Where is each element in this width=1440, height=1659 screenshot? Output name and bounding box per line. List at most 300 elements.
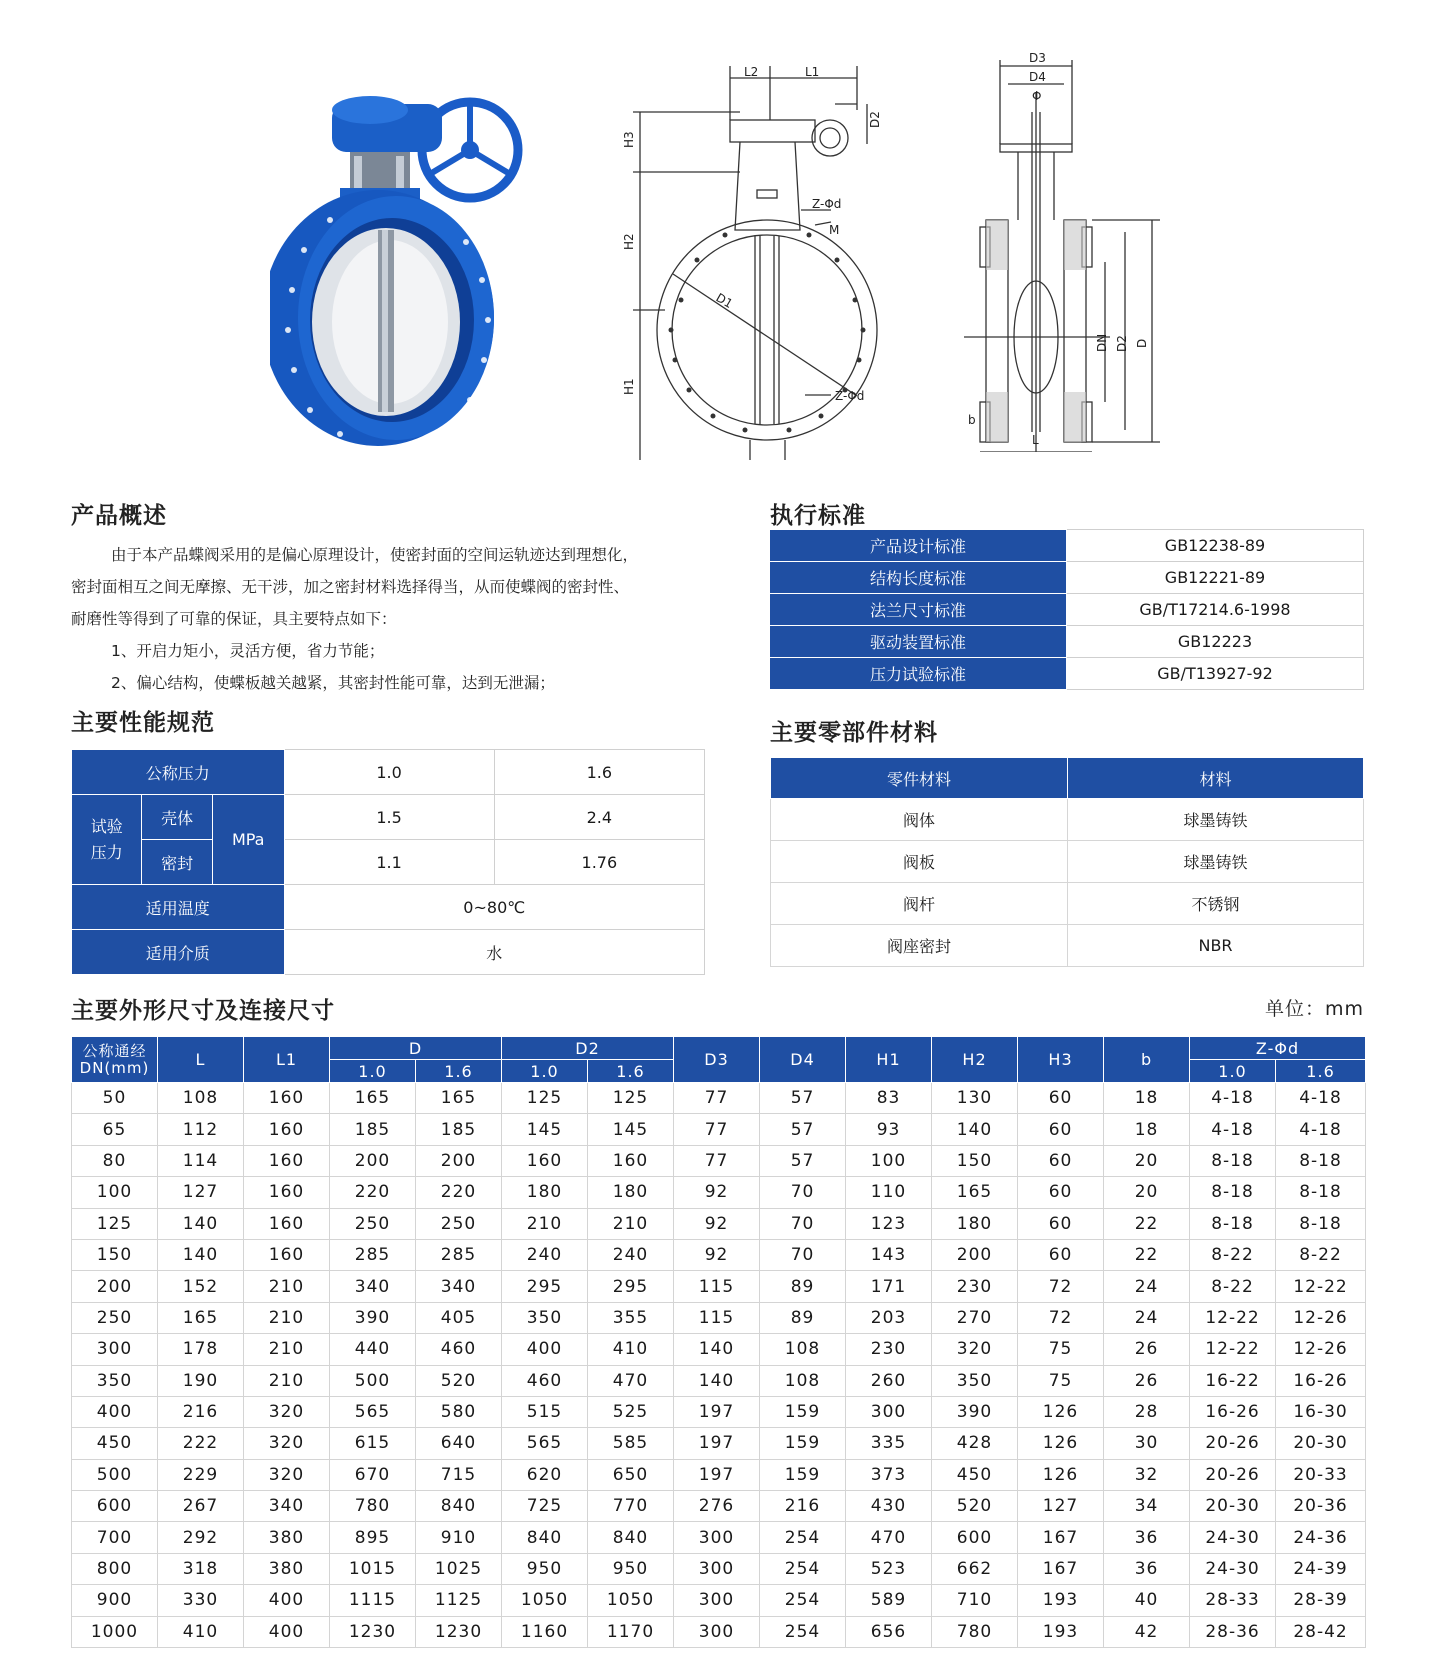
performance-title: 主要性能规范 bbox=[71, 710, 215, 736]
table-cell: 60 bbox=[1018, 1145, 1104, 1176]
table-cell: 470 bbox=[846, 1522, 932, 1553]
table-cell: 515 bbox=[502, 1396, 588, 1427]
table-cell: 254 bbox=[760, 1616, 846, 1647]
table-cell: 16-22 bbox=[1190, 1365, 1276, 1396]
table-row bbox=[770, 658, 1364, 690]
table-cell: 160 bbox=[244, 1239, 330, 1270]
table-cell: 1125 bbox=[416, 1585, 502, 1616]
table-cell: 34 bbox=[1104, 1491, 1190, 1522]
table-cell: 780 bbox=[932, 1616, 1018, 1647]
table-cell: 910 bbox=[416, 1522, 502, 1553]
standards-table bbox=[770, 529, 1364, 690]
table-cell: 20-33 bbox=[1276, 1459, 1366, 1490]
table-cell: 662 bbox=[932, 1553, 1018, 1584]
table-cell: 50 bbox=[72, 1083, 158, 1114]
table-cell: 22 bbox=[1104, 1208, 1190, 1239]
shell-value: 2.4 bbox=[494, 795, 704, 840]
table-cell: 26 bbox=[1104, 1334, 1190, 1365]
label-phi: Φ bbox=[1032, 89, 1042, 103]
table-cell: 36 bbox=[1104, 1553, 1190, 1584]
table-cell: 254 bbox=[760, 1585, 846, 1616]
part-material: NBR bbox=[1068, 925, 1364, 967]
unit-note: 单位：mm bbox=[1265, 998, 1365, 1020]
table-cell: 197 bbox=[674, 1459, 760, 1490]
table-cell: 580 bbox=[416, 1396, 502, 1427]
table-row bbox=[72, 1208, 1366, 1239]
table-cell: 20-26 bbox=[1190, 1428, 1276, 1459]
header-d2: D2 bbox=[502, 1037, 674, 1060]
table-cell: 380 bbox=[244, 1553, 330, 1584]
table-cell: 70 bbox=[760, 1239, 846, 1270]
table-cell: 190 bbox=[158, 1365, 244, 1396]
part-material: 球墨铸铁 bbox=[1068, 841, 1364, 883]
table-cell: 159 bbox=[760, 1396, 846, 1427]
table-cell: 20-30 bbox=[1190, 1491, 1276, 1522]
standards-title: 执行标准 bbox=[770, 503, 866, 529]
table-cell: 70 bbox=[760, 1208, 846, 1239]
table-cell: 267 bbox=[158, 1491, 244, 1522]
table-cell: 250 bbox=[416, 1208, 502, 1239]
table-cell: 24 bbox=[1104, 1302, 1190, 1333]
table-cell: 28-42 bbox=[1276, 1616, 1366, 1647]
table-cell: 150 bbox=[72, 1239, 158, 1270]
seal-value: 1.76 bbox=[494, 840, 704, 885]
table-row bbox=[72, 1083, 1366, 1114]
feature-item: 1、开启力矩小，灵活方便，省力节能； bbox=[111, 642, 385, 660]
table-cell: 8-18 bbox=[1190, 1145, 1276, 1176]
table-cell: 330 bbox=[158, 1585, 244, 1616]
table-cell: 193 bbox=[1018, 1616, 1104, 1647]
table-cell: 65 bbox=[72, 1114, 158, 1145]
temp-label: 适用温度 bbox=[72, 885, 285, 930]
table-cell: 520 bbox=[416, 1365, 502, 1396]
table-cell: 60 bbox=[1018, 1208, 1104, 1239]
table-cell: 260 bbox=[846, 1365, 932, 1396]
table-cell: 500 bbox=[330, 1365, 416, 1396]
table-cell: 160 bbox=[244, 1145, 330, 1176]
table-cell: 160 bbox=[244, 1083, 330, 1114]
standard-label: 驱动装置标准 bbox=[770, 626, 1067, 658]
table-cell: 250 bbox=[330, 1208, 416, 1239]
label-b: b bbox=[968, 413, 976, 427]
table-cell: 300 bbox=[846, 1396, 932, 1427]
table-cell: 89 bbox=[760, 1302, 846, 1333]
table-cell: 40 bbox=[1104, 1585, 1190, 1616]
label-dn: DN bbox=[1095, 333, 1109, 352]
table-cell: 127 bbox=[1018, 1491, 1104, 1522]
table-cell: 220 bbox=[416, 1177, 502, 1208]
table-cell: 36 bbox=[1104, 1522, 1190, 1553]
table-cell: 318 bbox=[158, 1553, 244, 1584]
table-cell: 520 bbox=[932, 1491, 1018, 1522]
table-cell: 320 bbox=[244, 1459, 330, 1490]
header-l: L bbox=[158, 1037, 244, 1083]
table-cell: 18 bbox=[1104, 1083, 1190, 1114]
table-cell: 4-18 bbox=[1276, 1114, 1366, 1145]
table-cell: 950 bbox=[502, 1553, 588, 1584]
table-cell: 115 bbox=[674, 1302, 760, 1333]
table-cell: 72 bbox=[1018, 1271, 1104, 1302]
header-b: b bbox=[1104, 1037, 1190, 1083]
table-cell: 100 bbox=[846, 1145, 932, 1176]
table-cell: 292 bbox=[158, 1522, 244, 1553]
table-cell: 12-26 bbox=[1276, 1302, 1366, 1333]
table-cell: 210 bbox=[588, 1208, 674, 1239]
front-view-drawing bbox=[605, 60, 895, 460]
table-row bbox=[72, 1177, 1366, 1208]
table-row bbox=[72, 1459, 1366, 1490]
table-cell: 770 bbox=[588, 1491, 674, 1522]
table-row bbox=[72, 1302, 1366, 1333]
table-cell: 92 bbox=[674, 1177, 760, 1208]
table-cell: 620 bbox=[502, 1459, 588, 1490]
np-value: 1.6 bbox=[494, 750, 704, 795]
label-h1: H1 bbox=[622, 378, 636, 395]
part-name: 阀座密封 bbox=[771, 925, 1068, 967]
table-cell: 150 bbox=[932, 1145, 1018, 1176]
table-row bbox=[72, 1145, 1366, 1176]
table-cell: 57 bbox=[760, 1145, 846, 1176]
standard-value: GB12221-89 bbox=[1067, 562, 1364, 594]
table-cell: 108 bbox=[760, 1365, 846, 1396]
product-photo bbox=[270, 70, 530, 450]
table-row bbox=[771, 841, 1364, 883]
table-cell: 8-18 bbox=[1276, 1208, 1366, 1239]
table-cell: 254 bbox=[760, 1553, 846, 1584]
table-cell: 108 bbox=[158, 1083, 244, 1114]
table-cell: 210 bbox=[502, 1208, 588, 1239]
table-cell: 165 bbox=[330, 1083, 416, 1114]
table-cell: 240 bbox=[502, 1239, 588, 1270]
dimensions-table bbox=[71, 1037, 1366, 1648]
table-row bbox=[72, 1239, 1366, 1270]
dimensions-title: 主要外形尺寸及连接尺寸 bbox=[71, 998, 335, 1024]
table-cell: 650 bbox=[588, 1459, 674, 1490]
table-cell: 460 bbox=[416, 1334, 502, 1365]
table-cell: 350 bbox=[502, 1302, 588, 1333]
table-cell: 110 bbox=[846, 1177, 932, 1208]
shell-label: 壳体 bbox=[142, 795, 212, 840]
table-cell: 523 bbox=[846, 1553, 932, 1584]
table-cell: 8-22 bbox=[1276, 1239, 1366, 1270]
table-cell: 450 bbox=[932, 1459, 1018, 1490]
table-row bbox=[770, 562, 1364, 594]
table-cell: 440 bbox=[330, 1334, 416, 1365]
table-cell: 410 bbox=[588, 1334, 674, 1365]
header-dn: 公称通经 DN(mm) bbox=[72, 1037, 158, 1083]
table-cell: 203 bbox=[846, 1302, 932, 1333]
table-cell: 216 bbox=[760, 1491, 846, 1522]
feature-item: 2、偏心结构，使蝶板越关越紧，其密封性能可靠，达到无泄漏； bbox=[111, 674, 555, 692]
table-cell: 565 bbox=[330, 1396, 416, 1427]
temp-value: 0~80℃ bbox=[284, 885, 704, 930]
table-cell: 335 bbox=[846, 1428, 932, 1459]
table-cell: 171 bbox=[846, 1271, 932, 1302]
table-cell: 210 bbox=[244, 1302, 330, 1333]
table-cell: 24-30 bbox=[1190, 1553, 1276, 1584]
table-cell: 60 bbox=[1018, 1114, 1104, 1145]
table-cell: 428 bbox=[932, 1428, 1018, 1459]
performance-table bbox=[71, 749, 705, 975]
table-cell: 254 bbox=[760, 1522, 846, 1553]
table-cell: 24 bbox=[1104, 1271, 1190, 1302]
table-cell: 42 bbox=[1104, 1616, 1190, 1647]
table-row bbox=[770, 626, 1364, 658]
table-cell: 60 bbox=[1018, 1177, 1104, 1208]
np-value: 1.0 bbox=[284, 750, 494, 795]
table-cell: 340 bbox=[416, 1271, 502, 1302]
label-zphid-top: Z-Φd bbox=[812, 197, 842, 211]
table-cell: 600 bbox=[932, 1522, 1018, 1553]
table-cell: 160 bbox=[244, 1114, 330, 1145]
label-d1: D1 bbox=[713, 290, 736, 312]
table-cell: 4-18 bbox=[1276, 1083, 1366, 1114]
table-cell: 210 bbox=[244, 1271, 330, 1302]
table-cell: 710 bbox=[932, 1585, 1018, 1616]
table-cell: 160 bbox=[244, 1208, 330, 1239]
table-cell: 160 bbox=[588, 1145, 674, 1176]
table-cell: 92 bbox=[674, 1208, 760, 1239]
table-cell: 126 bbox=[1018, 1459, 1104, 1490]
table-cell: 460 bbox=[502, 1365, 588, 1396]
table-cell: 565 bbox=[502, 1428, 588, 1459]
table-cell: 210 bbox=[244, 1365, 330, 1396]
table-cell: 400 bbox=[244, 1585, 330, 1616]
table-cell: 83 bbox=[846, 1083, 932, 1114]
table-row bbox=[72, 1616, 1366, 1647]
table-cell: 1015 bbox=[330, 1553, 416, 1584]
table-cell: 340 bbox=[244, 1491, 330, 1522]
table-cell: 380 bbox=[244, 1522, 330, 1553]
table-cell: 28 bbox=[1104, 1396, 1190, 1427]
table-cell: 229 bbox=[158, 1459, 244, 1490]
header-sub: 1.0 bbox=[502, 1060, 588, 1083]
table-cell: 240 bbox=[588, 1239, 674, 1270]
label-l2: L2 bbox=[744, 65, 759, 79]
table-cell: 57 bbox=[760, 1114, 846, 1145]
table-cell: 400 bbox=[72, 1396, 158, 1427]
table-cell: 700 bbox=[72, 1522, 158, 1553]
table-cell: 12-22 bbox=[1190, 1302, 1276, 1333]
table-cell: 178 bbox=[158, 1334, 244, 1365]
header-h3: H3 bbox=[1018, 1037, 1104, 1083]
table-cell: 350 bbox=[72, 1365, 158, 1396]
nominal-pressure-label: 公称压力 bbox=[72, 750, 285, 795]
header-z: Z-Φd bbox=[1190, 1037, 1366, 1060]
table-cell: 8-18 bbox=[1190, 1208, 1276, 1239]
table-cell: 125 bbox=[72, 1208, 158, 1239]
table-cell: 300 bbox=[674, 1616, 760, 1647]
table-cell: 165 bbox=[416, 1083, 502, 1114]
table-cell: 125 bbox=[502, 1083, 588, 1114]
table-cell: 16-26 bbox=[1276, 1365, 1366, 1396]
table-cell: 92 bbox=[674, 1239, 760, 1270]
table-cell: 270 bbox=[932, 1302, 1018, 1333]
table-cell: 108 bbox=[760, 1334, 846, 1365]
part-name: 阀体 bbox=[771, 799, 1068, 841]
table-cell: 20-36 bbox=[1276, 1491, 1366, 1522]
table-cell: 60 bbox=[1018, 1083, 1104, 1114]
table-row bbox=[770, 594, 1364, 626]
table-cell: 800 bbox=[72, 1553, 158, 1584]
table-cell: 127 bbox=[158, 1177, 244, 1208]
table-cell: 840 bbox=[502, 1522, 588, 1553]
table-cell: 77 bbox=[674, 1114, 760, 1145]
table-cell: 123 bbox=[846, 1208, 932, 1239]
table-cell: 715 bbox=[416, 1459, 502, 1490]
table-cell: 222 bbox=[158, 1428, 244, 1459]
standard-label: 压力试验标准 bbox=[770, 658, 1067, 690]
table-row bbox=[72, 1365, 1366, 1396]
table-cell: 185 bbox=[330, 1114, 416, 1145]
table-cell: 220 bbox=[330, 1177, 416, 1208]
table-cell: 100 bbox=[72, 1177, 158, 1208]
table-cell: 320 bbox=[932, 1334, 1018, 1365]
table-cell: 200 bbox=[416, 1145, 502, 1176]
table-cell: 8-18 bbox=[1276, 1177, 1366, 1208]
table-cell: 276 bbox=[674, 1491, 760, 1522]
table-cell: 89 bbox=[760, 1271, 846, 1302]
header-sub: 1.0 bbox=[330, 1060, 416, 1083]
overview-line: 密封面相互之间无摩擦、无干涉，加之密封材料选择得当，从而使蝶阀的密封性、 bbox=[71, 578, 630, 596]
table-cell: 1000 bbox=[72, 1616, 158, 1647]
table-cell: 26 bbox=[1104, 1365, 1190, 1396]
table-cell: 200 bbox=[330, 1145, 416, 1176]
table-cell: 230 bbox=[846, 1334, 932, 1365]
table-cell: 295 bbox=[502, 1271, 588, 1302]
table-cell: 77 bbox=[674, 1083, 760, 1114]
header-d4: D4 bbox=[760, 1037, 846, 1083]
table-cell: 20-26 bbox=[1190, 1459, 1276, 1490]
table-cell: 8-22 bbox=[1190, 1271, 1276, 1302]
table-cell: 126 bbox=[1018, 1396, 1104, 1427]
label-l: L bbox=[1032, 433, 1039, 447]
table-cell: 670 bbox=[330, 1459, 416, 1490]
table-cell: 1025 bbox=[416, 1553, 502, 1584]
table-cell: 114 bbox=[158, 1145, 244, 1176]
table-cell: 145 bbox=[588, 1114, 674, 1145]
table-row bbox=[72, 1428, 1366, 1459]
header-d: D bbox=[330, 1037, 502, 1060]
table-cell: 180 bbox=[932, 1208, 1018, 1239]
table-cell: 200 bbox=[72, 1271, 158, 1302]
side-view-drawing bbox=[960, 52, 1180, 452]
table-row bbox=[771, 799, 1364, 841]
table-cell: 8-22 bbox=[1190, 1239, 1276, 1270]
header-sub: 1.0 bbox=[1190, 1060, 1276, 1083]
table-cell: 80 bbox=[72, 1145, 158, 1176]
table-cell: 216 bbox=[158, 1396, 244, 1427]
header-l1: L1 bbox=[244, 1037, 330, 1083]
label-d3: D3 bbox=[1029, 52, 1046, 65]
label-l1: L1 bbox=[805, 65, 820, 79]
table-cell: 600 bbox=[72, 1491, 158, 1522]
table-cell: 8-18 bbox=[1276, 1145, 1366, 1176]
unit-label: MPa bbox=[212, 795, 284, 885]
table-row bbox=[72, 1491, 1366, 1522]
table-cell: 145 bbox=[502, 1114, 588, 1145]
table-cell: 200 bbox=[932, 1239, 1018, 1270]
table-cell: 1115 bbox=[330, 1585, 416, 1616]
table-cell: 1050 bbox=[502, 1585, 588, 1616]
table-cell: 140 bbox=[158, 1208, 244, 1239]
table-cell: 77 bbox=[674, 1145, 760, 1176]
table-cell: 28-39 bbox=[1276, 1585, 1366, 1616]
table-cell: 780 bbox=[330, 1491, 416, 1522]
table-cell: 165 bbox=[158, 1302, 244, 1333]
materials-header: 零件材料 bbox=[771, 758, 1068, 799]
table-cell: 60 bbox=[1018, 1239, 1104, 1270]
table-cell: 197 bbox=[674, 1396, 760, 1427]
table-cell: 320 bbox=[244, 1428, 330, 1459]
table-cell: 1230 bbox=[330, 1616, 416, 1647]
table-cell: 470 bbox=[588, 1365, 674, 1396]
label-m: M bbox=[829, 223, 840, 237]
table-cell: 140 bbox=[932, 1114, 1018, 1145]
table-cell: 405 bbox=[416, 1302, 502, 1333]
table-row bbox=[72, 1522, 1366, 1553]
label-d: D bbox=[1135, 338, 1149, 348]
table-cell: 500 bbox=[72, 1459, 158, 1490]
standard-value: GB12238-89 bbox=[1067, 530, 1364, 562]
table-cell: 840 bbox=[416, 1491, 502, 1522]
table-row bbox=[72, 1114, 1366, 1145]
table-cell: 160 bbox=[502, 1145, 588, 1176]
table-cell: 4-18 bbox=[1190, 1083, 1276, 1114]
table-cell: 75 bbox=[1018, 1334, 1104, 1365]
table-cell: 12-22 bbox=[1190, 1334, 1276, 1365]
table-cell: 16-26 bbox=[1190, 1396, 1276, 1427]
table-cell: 320 bbox=[244, 1396, 330, 1427]
table-cell: 4-18 bbox=[1190, 1114, 1276, 1145]
table-cell: 410 bbox=[158, 1616, 244, 1647]
standard-label: 法兰尺寸标准 bbox=[770, 594, 1067, 626]
table-cell: 197 bbox=[674, 1428, 760, 1459]
table-cell: 140 bbox=[158, 1239, 244, 1270]
label-d4: D4 bbox=[1029, 70, 1046, 84]
table-cell: 373 bbox=[846, 1459, 932, 1490]
table-cell: 22 bbox=[1104, 1239, 1190, 1270]
medium-label: 适用介质 bbox=[72, 930, 285, 975]
table-cell: 159 bbox=[760, 1428, 846, 1459]
header-h1: H1 bbox=[846, 1037, 932, 1083]
table-cell: 12-26 bbox=[1276, 1334, 1366, 1365]
table-cell: 72 bbox=[1018, 1302, 1104, 1333]
part-name: 阀板 bbox=[771, 841, 1068, 883]
table-cell: 140 bbox=[674, 1334, 760, 1365]
table-cell: 126 bbox=[1018, 1428, 1104, 1459]
standard-label: 产品设计标准 bbox=[770, 530, 1067, 562]
table-cell: 112 bbox=[158, 1114, 244, 1145]
seal-label: 密封 bbox=[142, 840, 212, 885]
materials-title: 主要零部件材料 bbox=[770, 720, 938, 746]
table-row bbox=[72, 1271, 1366, 1302]
standard-value: GB12223 bbox=[1067, 626, 1364, 658]
table-cell: 180 bbox=[502, 1177, 588, 1208]
overview-line: 耐磨性等得到了可靠的保证，具主要特点如下： bbox=[71, 610, 397, 628]
table-cell: 1050 bbox=[588, 1585, 674, 1616]
table-cell: 167 bbox=[1018, 1522, 1104, 1553]
table-row bbox=[72, 1585, 1366, 1616]
table-cell: 18 bbox=[1104, 1114, 1190, 1145]
label-d2-side: D2 bbox=[1115, 335, 1129, 352]
test-pressure-label: 试验 压力 bbox=[72, 795, 142, 885]
header-d3: D3 bbox=[674, 1037, 760, 1083]
table-cell: 143 bbox=[846, 1239, 932, 1270]
shell-value: 1.5 bbox=[284, 795, 494, 840]
table-row bbox=[72, 1553, 1366, 1584]
table-cell: 130 bbox=[932, 1083, 1018, 1114]
